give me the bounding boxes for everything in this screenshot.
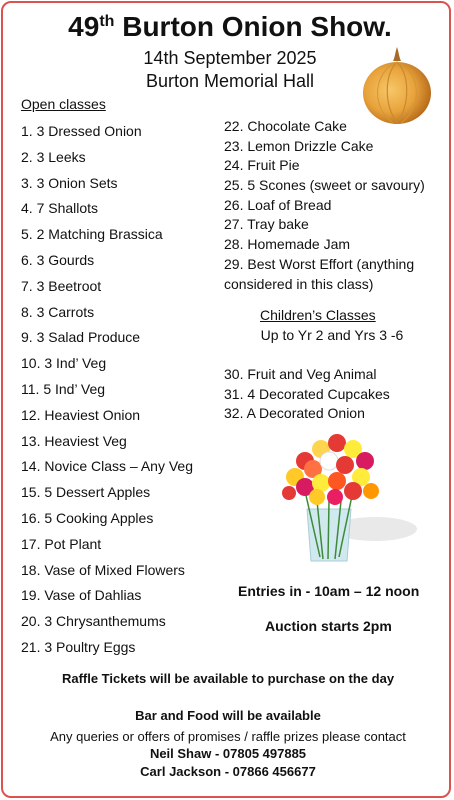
list-item: 12. Heaviest Onion	[21, 406, 141, 423]
list-item: 21. 3 Poultry Eggs	[21, 638, 136, 655]
list-item: 25. 5 Scones (sweet or savoury)	[224, 177, 425, 194]
onion-icon	[355, 43, 439, 127]
list-item: 29. Best Worst Effort (anything considered in this class)	[224, 255, 415, 292]
list-item: 14. Novice Class – Any Veg	[21, 458, 193, 475]
open-classes-list-continued	[224, 117, 446, 294]
list-item: 18. Vase of Mixed Flowers	[21, 561, 185, 578]
title-number: 49	[68, 11, 100, 42]
list-item: 23. Lemon Drizzle Cake	[224, 137, 374, 154]
list-item: 19. Vase of Dahlias	[21, 587, 142, 604]
list-item: 31. 4 Decorated Cupcakes	[224, 385, 390, 402]
list-item: 11. 5 Ind’ Veg	[21, 380, 106, 397]
contact-neil: Neil Shaw - 07805 497885	[149, 746, 307, 761]
list-item: 24. Fruit Pie	[224, 157, 300, 174]
list-item: 10. 3 Ind’ Veg	[21, 355, 107, 372]
childrens-classes-subheading: Up to Yr 2 and Yrs 3 -6	[260, 327, 404, 343]
title-text: Burton Onion Show.	[122, 11, 392, 42]
list-item: 17. Pot Plant	[21, 535, 102, 552]
auction-time: Auction starts 2pm	[265, 618, 392, 634]
childrens-classes-heading: Children’s Classes	[260, 307, 376, 323]
show-venue: Burton Memorial Hall	[145, 71, 315, 91]
list-item: 28. Homemade Jam	[224, 236, 351, 253]
list-item: 32. A Decorated Onion	[224, 405, 365, 422]
list-item: 7. 3 Beetroot	[21, 277, 102, 294]
list-item: 9. 3 Salad Produce	[21, 329, 141, 346]
queries-notice: Any queries or offers of promises / raffle prizes please contact	[50, 729, 406, 744]
list-item: 4. 7 Shallots	[21, 200, 99, 217]
list-item: 27. Tray bake	[224, 216, 309, 233]
title-suffix: th	[99, 13, 115, 30]
list-item: 8. 3 Carrots	[21, 303, 95, 320]
bar-food-notice: Bar and Food will be available	[135, 708, 321, 723]
childrens-classes-list	[224, 365, 390, 424]
list-item: 13. Heaviest Veg	[21, 432, 127, 449]
list-item: 26. Loaf of Bread	[224, 196, 332, 213]
list-item: 5. 2 Matching Brassica	[21, 226, 163, 243]
open-classes-heading: Open classes	[21, 96, 106, 112]
list-item: 2. 3 Leeks	[21, 148, 86, 165]
list-item: 3. 3 Onion Sets	[21, 174, 118, 191]
list-item: 30. Fruit and Veg Animal	[224, 366, 377, 382]
show-date: 14th September 2025	[143, 48, 317, 68]
list-item: 6. 3 Gourds	[21, 251, 95, 268]
list-item: 15. 5 Dessert Apples	[21, 484, 151, 501]
contact-carl: Carl Jackson - 07866 456677	[140, 764, 316, 779]
poster	[1, 1, 451, 798]
list-item: 1. 3 Dressed Onion	[21, 123, 142, 139]
list-item: 20. 3 Chrysanthemums	[21, 613, 166, 630]
page-title	[3, 11, 454, 43]
list-item: 16. 5 Cooking Apples	[21, 509, 154, 526]
open-classes-list	[21, 121, 193, 663]
entries-time: Entries in - 10am – 12 noon	[238, 583, 420, 599]
list-item: 22. Chocolate Cake	[224, 118, 347, 134]
flower-bouquet-icon	[265, 431, 425, 571]
raffle-notice: Raffle Tickets will be available to purchase on the day	[61, 671, 395, 686]
